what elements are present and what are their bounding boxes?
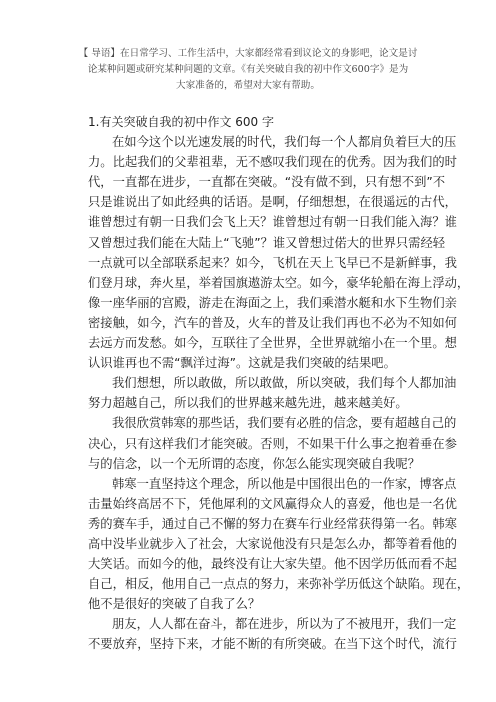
article-line: 韩寒一直坚持这个理念，所以他是中国很出色的一作家，博客点	[112, 476, 457, 491]
article-heading: 1.有关突破自我的初中作文 600 字	[88, 115, 274, 129]
article-line: 力。比起我们的父辈祖辈，无不感叹我们现在的优秀。因为我们的时	[88, 155, 457, 170]
article-line: 只是谁说出了如此经典的话语。是啊，仔细想想，在很遥远的古代，	[88, 195, 457, 210]
intro-line: 【 导语】在日常学习、工作生活中，大家都经常看到议论文的身影吧，论文是讨	[78, 48, 418, 59]
article-line: 自己，相反，他用自己一点点的努力，来弥补学历低这个缺陷。现在，	[88, 577, 470, 592]
article-line: 认识谁再也不需“飘洋过海”。这就是我们突破的结果吧。	[88, 356, 396, 371]
intro-note	[60, 46, 436, 94]
article-line: 谁曾想过有朝一日我们会飞上天？谁曾想过有朝一日我们能入海？谁	[88, 215, 457, 230]
article-line: 们登月球，奔火星，举着国旗遨游太空。如今，豪华轮船在海上浮动，	[88, 275, 470, 290]
article-line: 去远方而发愁。如今，互联往了全世界，全世界就缩小在一个里。想	[88, 336, 457, 351]
article-line: 他不是很好的突破了自我了么？	[88, 597, 261, 612]
article-line: 我们想想，所以敢做，所以敢做，所以突破，我们每个人都加油	[112, 376, 457, 391]
article-line: 又曾想过我们能在大陆上“飞驰”？谁又曾想过偌大的世界只需经轻	[88, 235, 446, 250]
article-line: 代，一直都在进步，一直都在突破。“没有做不到，只有想不到”不	[88, 175, 446, 190]
article-line: 像一座华丽的宫殿，游走在海面之上，我们乘潜水艇和水下生物们亲	[88, 295, 457, 310]
article-line: 一点就可以全部联系起来？如今，飞机在天上飞早已不是新鲜事，我	[88, 255, 457, 270]
article-line: 不要放弃，坚持下来，才能不断的有所突破。在当下这个时代，流行	[88, 637, 457, 652]
article-line: 朋友，人人都在奋斗，都在进步，所以为了不被甩开，我们一定	[112, 617, 457, 632]
article-body	[88, 112, 470, 655]
article-lines	[88, 132, 470, 654]
article-line: 大笑话。而如今的他，最终没有让大家失望。他不因学历低而看不起	[88, 557, 457, 572]
article-line: 秀的赛车手，通过自己不懈的努力在赛车行业经常获得第一名。韩寒	[88, 516, 457, 531]
article-line: 击量始终高居不下，凭他犀利的文风赢得众人的喜爱，他也是一名优	[88, 496, 457, 511]
article-line: 与的信念，以一个无所谓的态度，你怎么能实现突破自我呢？	[88, 456, 421, 471]
intro-line: 大家准备的，希望对大家有帮助。	[176, 80, 320, 91]
article-line: 决心，只有这样我们才能突破。否则，不如果干什么事之抱着垂在参	[88, 436, 457, 451]
article-line: 高中没毕业就步入了社会，大家说他没有只是怎么办，都等着看他的	[88, 536, 457, 551]
article-line: 在如今这个以光速发展的时代，我们每一个人都肩负着巨大的压	[112, 135, 457, 150]
article-line: 密接触，如今，汽车的普及，火车的普及让我们再也不必为不知如何	[88, 315, 457, 330]
article-line: 我很欣赏韩寒的那些话，我们要有必胜的信念，要有超越自己的	[112, 416, 457, 431]
article-line: 努力超越自己，所以我们的世界越来越先进，越来越美好。	[88, 396, 408, 411]
intro-line: 论某种问题或研究某种问题的文章。《有关突破自我的初中作文600字》是为	[87, 64, 409, 75]
